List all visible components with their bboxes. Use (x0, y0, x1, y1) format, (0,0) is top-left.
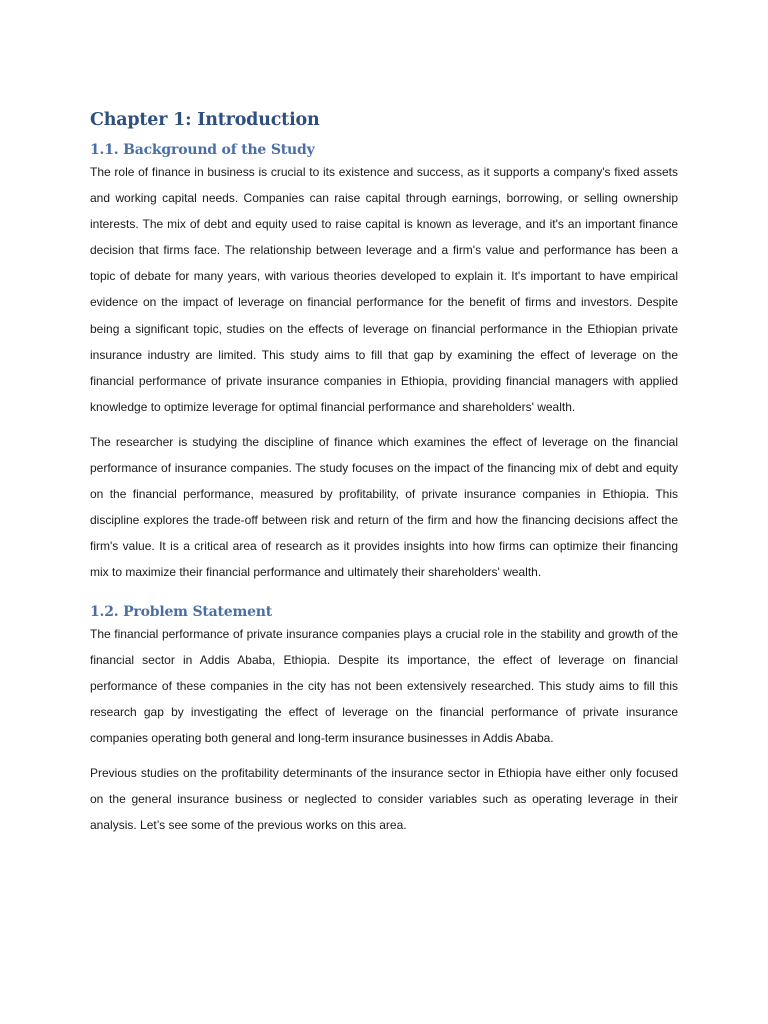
background-paragraph-1: The role of finance in business is crucial to its existence and success, as it supports a company's fixed assets and working capital needs. Companies can raise capital through earnings, borrowing, or selling ownership interests. The mix of debt and equity used to raise capital is known as leverage, and it's an important finance decision that firms face. The relationship between leverage and a firm's value and performance has been a topic of debate for many years, with various theories developed to explain it. It's important to have empirical evidence on the impact of leverage on financial performance for the benefit of firms and investors. Despite being a significant topic, studies on the effects of leverage on financial performance in the Ethiopian private insurance industry are limited. This study aims to fill that gap by examining the effect of leverage on the financial performance of private insurance companies in Ethiopia, providing financial managers with applied knowledge to optimize leverage for optimal financial performance and shareholders' wealth. (90, 165, 678, 414)
section-heading-problem-statement: 1.2. Problem Statement (90, 603, 273, 620)
problem-statement-paragraph-2: Previous studies on the profitability determinants of the insurance sector in Ethiopia have either only focused on the general insurance business or neglected to consider variables such as operating leverage in their analysis. Let’s see some of the previous works on this area. (90, 765, 678, 833)
chapter-title: Chapter 1: Introduction (90, 110, 320, 130)
document-body (90, 108, 678, 838)
background-paragraph-2: The researcher is studying the discipline of finance which examines the effect of leverage on the financial performance of insurance companies. The study focuses on the impact of the financing mix of debt and equity on the financial performance, measured by profitability, of private insurance companies in Ethiopia. This discipline explores the trade-off between risk and return of the firm and how the financing decisions affect the firm's value. It is a critical area of research as it provides insights into how firms can optimize their financing mix to maximize their financial performance and ultimately their shareholders' wealth. (90, 434, 678, 580)
problem-statement-paragraph-1: The financial performance of private insurance companies plays a crucial role in the stability and growth of the financial sector in Addis Ababa, Ethiopia. Despite its importance, the effect of leverage on financial performance of these companies in the city has not been extensively researched. This study aims to fill this research gap by investigating the effect of leverage on the financial performance of private insurance companies operating both general and long-term insurance businesses in Addis Ababa. (90, 626, 678, 745)
section-heading-background: 1.1. Background of the Study (90, 142, 315, 158)
